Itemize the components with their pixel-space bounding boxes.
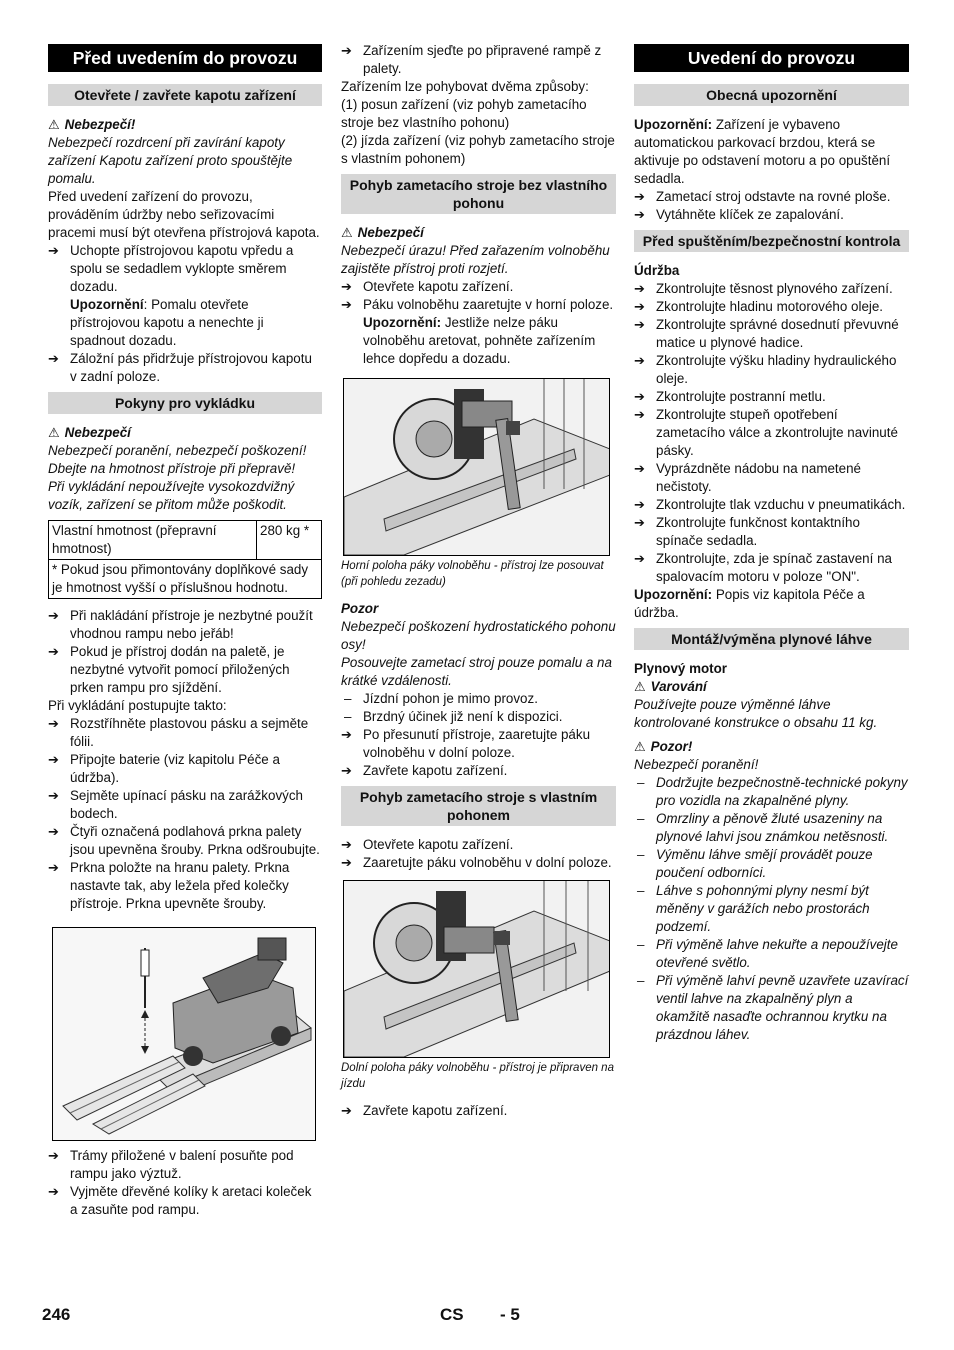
- figure-caption-lower: Dolní poloha páky volnoběhu - přístroj je připraven na jízdu: [341, 1062, 614, 1090]
- caution-push-label: Pozor: [341, 601, 379, 616]
- page-number: 246: [42, 1305, 71, 1324]
- unload-step-b5: ➔ Prkna položte na hranu palety. Prkna nastavte tak, aby ležela před kolečky přístroje. Prkna upevněte šrouby.: [48, 859, 322, 913]
- push-note: Upozornění: Jestliže nelze páku volnoběhu aretovat, pohněte zařízením lehce dopředu a dozadu.: [363, 315, 596, 366]
- push-step-1: ➔ Otevřete kapotu zařízení.: [341, 278, 616, 296]
- push-dash-1: – Jízdní pohon je mimo provoz.: [341, 690, 616, 708]
- heading-check: Před spuštěním/bezpečnostní kontrola: [634, 230, 909, 252]
- warning-gas: ⚠ Varování: [634, 679, 707, 694]
- column-2: [341, 42, 616, 1120]
- warning-triangle-icon: ⚠: [48, 425, 60, 440]
- heading-unload: Pokyny pro vykládku: [48, 392, 322, 414]
- hood-note: Upozornění: Pomalu otevřete přístrojovou kapotu a nenechte ji spadnout dozadu.: [70, 297, 264, 348]
- heading-push: Pohyb zametacího stroje bez vlastního pohonu: [341, 174, 616, 214]
- ramp-illustration: [52, 927, 316, 1141]
- push-step-2: ➔ Páku volnoběhu zaaretujte v horní poloze.: [341, 296, 616, 314]
- warning-triangle-icon: ⚠: [634, 679, 646, 694]
- warning-hood: ⚠ Nebezpečí!: [48, 117, 136, 132]
- top-step: ➔ Zařízením sjeďte po připravené rampě z palety.: [341, 42, 616, 78]
- section-title-before-start: Před uvedením do provozu: [48, 44, 322, 72]
- warning-push: ⚠ Nebezpečí: [341, 225, 424, 240]
- column-1: [48, 42, 322, 1219]
- top-option-2: (2) jízda zařízení (viz pohyb zametacího stroje s vlastním pohonem): [341, 133, 615, 166]
- check-step-3: ➔ Zkontrolujte správné dosednutí převuvné matice u plynové hadice.: [634, 316, 909, 352]
- general-note: Upozornění: Zařízení je vybaveno automatickou parkovací brzdou, která se aktivuje po odstavení motoru a po opuštění sedadla.: [634, 117, 891, 186]
- heading-gas: Montáž/výměna plynové láhve: [634, 628, 909, 650]
- unload-step-c1: ➔ Trámy přiložené v balení posuňte pod rampu jako výztuž.: [48, 1147, 322, 1183]
- check-step-7: ➔ Vyprázdněte nádobu na nametené nečistoty.: [634, 460, 909, 496]
- weight-value: 280 kg *: [257, 521, 322, 560]
- warning-unload: ⚠ Nebezpečí: [48, 425, 131, 440]
- top-text: Zařízením lze pohybovat dvěma způsoby:: [341, 79, 589, 94]
- warning-unload-text-3: Při vykládání nepoužívejte vysokozdvižný vozík, zařízení se přitom může poškodit.: [48, 479, 295, 512]
- check-step-9: ➔ Zkontrolujte funkčnost kontaktního spínače sedadla.: [634, 514, 909, 550]
- general-step-1: ➔ Zametací stroj odstavte na rovné ploše.: [634, 188, 909, 206]
- check-step-5: ➔ Zkontrolujte postranní metlu.: [634, 388, 909, 406]
- subheading-maintenance: Údržba: [634, 263, 680, 278]
- check-step-2: ➔ Zkontrolujte hladinu motorového oleje.: [634, 298, 909, 316]
- warning-unload-text-2: Dbejte na hmotnost přístroje při přepravě!: [48, 461, 296, 476]
- warning-triangle-icon: ⚠: [48, 117, 60, 132]
- figure-caption-upper: Horní poloha páky volnoběhu - přístroj lze posouvat (při pohledu zezadu): [341, 560, 604, 588]
- caution-gas-text: Nebezpečí poranění!: [634, 757, 759, 772]
- gas-dash-5: – Při výměně lahve nekuřte a nepoužívejte otevřené světlo.: [634, 936, 909, 972]
- warning-gas-text: Používejte pouze výměnné láhve kontrolované konstrukce o obsahu 11 kg.: [634, 697, 878, 730]
- lever-upper-illustration: [343, 378, 610, 556]
- warning-unload-text-1: Nebezpečí poranění, nebezpečí poškození!: [48, 443, 307, 458]
- gas-dash-4: – Láhve s pohonnými plyny nesmí být měněny v garážích nebo prostorách podzemí.: [634, 882, 909, 936]
- gas-dash-2: – Omrzliny a pěnově žluté usazeniny na plynové lahvi jsou známkou netěsnosti.: [634, 810, 909, 846]
- unload-step-c2: ➔ Vyjměte dřevěné kolíky k aretaci koleček a zasuňte pod rampu.: [48, 1183, 322, 1219]
- check-step-8: ➔ Zkontrolujte tlak vzduchu v pneumatikách.: [634, 496, 909, 514]
- unload-proceed: Při vykládání postupujte takto:: [48, 698, 227, 713]
- language-code: CS: [440, 1305, 464, 1324]
- check-step-10: ➔ Zkontrolujte, zda je spínač zastavení na spalovacím motoru v poloze "ON".: [634, 550, 909, 586]
- lever-lower-illustration: [343, 880, 610, 1058]
- push-step-4: ➔ Zavřete kapotu zařízení.: [341, 762, 616, 780]
- heading-general: Obecná upozornění: [634, 84, 909, 106]
- section-title-start: Uvedení do provozu: [634, 44, 909, 72]
- push-dash-2: – Brzdný účinek již není k dispozici.: [341, 708, 616, 726]
- gas-dash-1: – Dodržujte bezpečnostně-technické pokyny pro vozidla na zkapalněné plyny.: [634, 774, 909, 810]
- push-step-3: ➔ Po přesunutí přístroje, zaaretujte páku volnoběhu v dolní poloze.: [341, 726, 616, 762]
- gas-dash-6: – Při výměně lahví pevně uzavřete uzavírací ventil lahve na zkapalněný plyn a okamžitě nasaďte ochrannou krytku na prázdnou láhev.: [634, 972, 909, 1044]
- caution-push-text-1: Nebezpečí poškození hydrostatického pohonu osy!: [341, 619, 616, 652]
- general-step-2: ➔ Vytáhněte klíček ze zapalování.: [634, 206, 909, 224]
- check-note: Upozornění: Popis viz kapitola Péče a údržba.: [634, 587, 865, 620]
- unload-step-a1: ➔ Při nakládání přístroje je nezbytné použít vhodnou rampu nebo jeřáb!: [48, 607, 322, 643]
- warning-triangle-icon: ⚠: [634, 739, 646, 754]
- unload-step-a2: ➔ Pokud je přístroj dodán na paletě, je nezbytné vytvořit pomocí přiložených prken rampu pro sjíždění.: [48, 643, 322, 697]
- hood-step-1: ➔ Uchopte přístrojovou kapotu vpředu a spolu se sedadlem vyklopte směrem dozadu.: [48, 242, 322, 296]
- top-option-1: (1) posun zařízení (viz pohyb zametacího stroje bez vlastního pohonu): [341, 97, 587, 130]
- caution-gas: ⚠ Pozor!: [634, 739, 693, 754]
- drive-step-1: ➔ Otevřete kapotu zařízení.: [341, 836, 616, 854]
- weight-note: * Pokud jsou přimontovány doplňkové sady je hmotnost vyšší o příslušnou hodnotu.: [49, 560, 322, 599]
- weight-table: [48, 520, 322, 599]
- unload-step-b3: ➔ Sejměte upínací pásku na zarážkových bodech.: [48, 787, 322, 823]
- heading-drive: Pohyb zametacího stroje s vlastním pohonem: [341, 786, 616, 826]
- hood-step-2: ➔ Záložní pás přidržuje přístrojovou kapotu v zadní poloze.: [48, 350, 322, 386]
- weight-label: Vlastní hmotnost (přepravní hmotnost): [49, 521, 257, 560]
- heading-hood: Otevřete / zavřete kapotu zařízení: [48, 84, 322, 106]
- caution-push-text-2: Posouvejte zametací stroj pouze pomalu a na krátké vzdálenosti.: [341, 655, 612, 688]
- warning-hood-text: Nebezpečí rozdrcení při zavírání kapoty zařízení Kapotu zařízení proto spouštějte pomalu.: [48, 135, 293, 186]
- hood-intro: Před uvedení zařízení do provozu, prováděním údržby nebo seřizovacími pracemi musí být otevřena přístrojová kapota.: [48, 189, 320, 240]
- sub-page-number: - 5: [500, 1305, 520, 1324]
- warning-triangle-icon: ⚠: [341, 225, 353, 240]
- check-step-4: ➔ Zkontrolujte výšku hladiny hydraulického oleje.: [634, 352, 909, 388]
- check-step-1: ➔ Zkontrolujte těsnost plynového zařízení.: [634, 280, 909, 298]
- subheading-gas-engine: Plynový motor: [634, 661, 728, 676]
- gas-dash-3: – Výměnu láhve smějí provádět pouze poučení odborníci.: [634, 846, 909, 882]
- check-step-6: ➔ Zkontrolujte stupeň opotřebení zametacího válce a zkontrolujte navinuté pásky.: [634, 406, 909, 460]
- column-3: [634, 42, 909, 1044]
- unload-step-b2: ➔ Připojte baterie (viz kapitolu Péče a údržba).: [48, 751, 322, 787]
- drive-step-last: ➔ Zavřete kapotu zařízení.: [341, 1102, 616, 1120]
- unload-step-b1: ➔ Rozstříhněte plastovou pásku a sejměte fólii.: [48, 715, 322, 751]
- unload-step-b4: ➔ Čtyři označená podlahová prkna palety jsou upevněna šrouby. Prkna odšroubujte.: [48, 823, 322, 859]
- warning-push-text: Nebezpečí úrazu! Před zařazením volnoběhu zajistěte přístroj proti rozjetí.: [341, 243, 610, 276]
- drive-step-2: ➔ Zaaretujte páku volnoběhu v dolní poloze.: [341, 854, 616, 872]
